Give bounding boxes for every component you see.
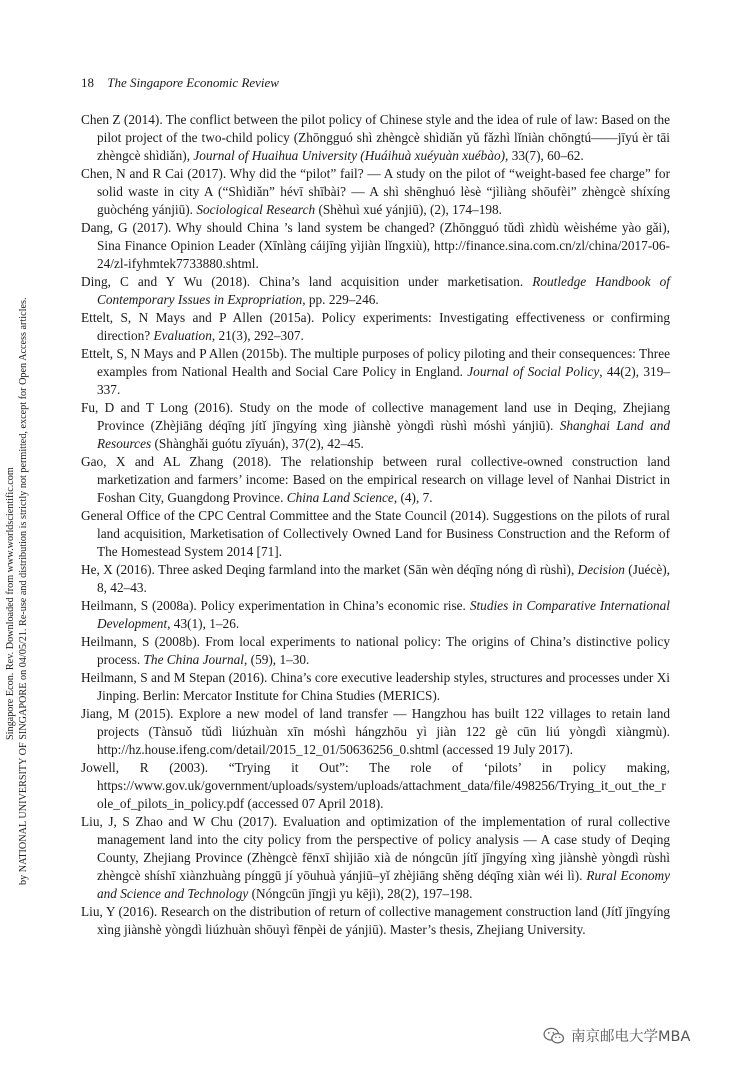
reference-details: , 33(7), 60–62. (505, 148, 584, 163)
reference-entry (81, 453, 670, 507)
reference-text: Liu, Y (2016). Research on the distribution of return of collective management construction land (Jítǐ jīngyíng xìng jiànshè yòngdì liúzhuàn shōuyì fēnpèi de yánjiū). Master’s thesis, Zhejiang University. (81, 904, 670, 937)
running-header (81, 75, 279, 91)
reference-source-title: Journal of Huaihua University (Huáihuà xuéyuàn xuébào) (193, 148, 506, 163)
reference-text: General Office of the CPC Central Committee and the State Council (2014). Suggestions on the pilots of rural land acquisition, Marketisation of Collectively Owned Land for Business Construction and the Reform of The Homestead System 2014 [71]. (81, 508, 670, 559)
reference-details: , (4), 7. (393, 490, 433, 505)
reference-entry (81, 345, 670, 399)
reference-text: Heilmann, S (2008b). From local experiments to national policy: The origins of China’s distinctive policy process. (81, 634, 670, 667)
reference-details: (Juécè), 8, 42–43. (97, 562, 670, 595)
reference-entry (81, 903, 670, 939)
reference-details: , (59), 1–30. (244, 652, 310, 667)
reference-text: Dang, G (2017). Why should China ’s land system be changed? (Zhōngguó tǔdì zhìdù wèishéme yào gǎi), Sina Finance Opinion Leader (Xīnlàng cáijīng yìjiàn lǐngxiù), http://finance.sina.com.cn/zl/china/2017-06-24/zl-ifyhmtek7733880.shtml. (81, 220, 670, 271)
reference-source-title: Shanghai Land and Resources (97, 418, 670, 451)
reference-entry (81, 597, 670, 633)
reference-text: Heilmann, S (2008a). Policy experimentation in China’s economic rise. (81, 598, 470, 613)
reference-entry (81, 219, 670, 273)
journal-title: The Singapore Economic Review (107, 75, 279, 90)
reference-source-title: Studies in Comparative International Development (97, 598, 670, 631)
reference-text: Liu, J, S Zhao and W Chu (2017). Evaluation and optimization of the implementation of rural collective management land into the city policy from the perspective of policy analysis — A case study of Deqing County, Zhejiang Province (Zhèngcè fēnxī shìjiāo xià de nóngcūn jítǐ jīngyíng xìng jiànshè yòngdì rùshì zhèngcè shíshī xiànzhuàng pínggū jí yōuhuà yánjiū–yǐ zhèjiāng shěng déqīng xiàn wéi lì). (81, 814, 670, 883)
reference-source-title: Routledge Handbook of Contemporary Issues in Expropriation (97, 274, 671, 307)
reference-list (81, 111, 670, 939)
watermark-text: 南京邮电大学MBA (571, 1029, 691, 1045)
reference-text: Chen Z (2014). The conflict between the pilot policy of Chinese style and the idea of rule of law: Based on the pilot project of the two-child policy (Zhōngguó shì zhèngcè shìdiǎn yǔ fǎzhì lǐniàn chōngtú——jīyú èr tāi zhèngcè shìdiǎn), (81, 112, 670, 163)
reference-details: (Shèhuì xué yánjiū), (2), 174–198. (315, 202, 502, 217)
reference-text: Chen, N and R Cai (2017). Why did the “pilot” fail? — A study on the pilot of “weight-based fee charge” for solid waste in city A (“Shìdiǎn” hévī shībài? — A shì shēnghuó lèsè “jìliàng shōufèi” zhèngcè shíxíng guòchéng yánjiū). (81, 166, 670, 217)
reference-source-title: Decision (577, 562, 625, 577)
reference-entry (81, 507, 670, 561)
reference-source-title: The China Journal (143, 652, 244, 667)
reference-entry (81, 759, 670, 813)
reference-text: He, X (2016). Three asked Deqing farmland into the market (Sān wèn déqīng nóng dì rùshì), (81, 562, 578, 577)
sidebar-line-2: by NATIONAL UNIVERSITY OF SINGAPORE on 04/05/21. Re-use and distribution is strictly not permitted, except for Open Access articles. (18, 297, 29, 885)
reference-entry (81, 669, 670, 705)
reference-text: Ettelt, S, N Mays and P Allen (2015a). Policy experiments: Investigating effectiveness or confirming direction? (81, 310, 670, 343)
reference-text: Ettelt, S, N Mays and P Allen (2015b). The multiple purposes of policy piloting and their consequences: Three examples from National Health and Social Care Policy in England. (81, 346, 670, 379)
reference-details: , 43(1), 1–26. (167, 616, 240, 631)
wechat-icon (543, 1027, 565, 1045)
reference-text: Gao, X and AL Zhang (2018). The relationship between rural collective-owned construction land marketization and farmers’ income: Based on the empirical research on village level of Nanhai District in Foshan City, Guangdong Province. (81, 454, 670, 505)
reference-source-title: Journal of Social Policy (467, 364, 600, 379)
sidebar-line-1: Singapore Econ. Rev. Downloaded from www.worldscientific.com (5, 467, 16, 740)
reference-source-title: China Land Science (286, 490, 394, 505)
reference-source-title: Rural Economy and Science and Technology (97, 868, 670, 901)
reference-details: , pp. 229–246. (302, 292, 379, 307)
download-sidebar (4, 0, 36, 890)
page-number: 18 (81, 75, 94, 90)
reference-entry (81, 111, 670, 165)
reference-entry (81, 813, 670, 903)
reference-text: Ding, C and Y Wu (2018). China’s land acquisition under marketisation. (81, 274, 533, 289)
reference-entry (81, 273, 670, 309)
reference-source-title: Sociological Research (196, 202, 316, 217)
reference-text: Fu, D and T Long (2016). Study on the mode of collective management land use in Deqing, Zhejiang Province (Zhèjiāng déqīng jítǐ jīngyíng xìng jiànshè yòngdì rùshì móshì yánjiū). (81, 400, 670, 433)
reference-text: Jiang, M (2015). Explore a new model of land transfer — Hangzhou has built 122 villages to retain land projects (Tànsuǒ tǔdì liúzhuàn xīn móshì hángzhōu yì jiàn 122 gè cūn liú yòngdì xiàngmù). http://hz.house.ifeng.com/detail/2015_12_01/50636256_0.shtml (accessed 19 July 2017). (81, 706, 670, 757)
reference-entry (81, 309, 670, 345)
reference-entry (81, 633, 670, 669)
reference-entry (81, 705, 670, 759)
reference-text: Heilmann, S and M Stepan (2016). China’s core executive leadership styles, structures and processes under Xi Jinping. Berlin: Mercator Institute for China Studies (MERICS). (81, 670, 670, 703)
reference-details: , 44(2), 319–337. (97, 364, 670, 397)
watermark (543, 1025, 690, 1046)
reference-details: (Nóngcūn jīngjì yu kējì), 28(2), 197–198. (248, 886, 473, 901)
reference-details: (Shànghǎi guótu zīyuán), 37(2), 42–45. (151, 436, 364, 451)
reference-entry (81, 399, 670, 453)
reference-entry (81, 165, 670, 219)
reference-text: Jowell, R (2003). “Trying it Out”: The role of ‘pilots’ in policy making, https://www.gov.uk/government/uploads/system/uploads/attachment_data/file/498256/Trying_it_out_the_role_of_pilots_in_policy.pdf (accessed 07 April 2018). (81, 760, 670, 811)
reference-entry (81, 561, 670, 597)
reference-details: , 21(3), 292–307. (211, 328, 304, 343)
reference-source-title: Evaluation (153, 328, 212, 343)
